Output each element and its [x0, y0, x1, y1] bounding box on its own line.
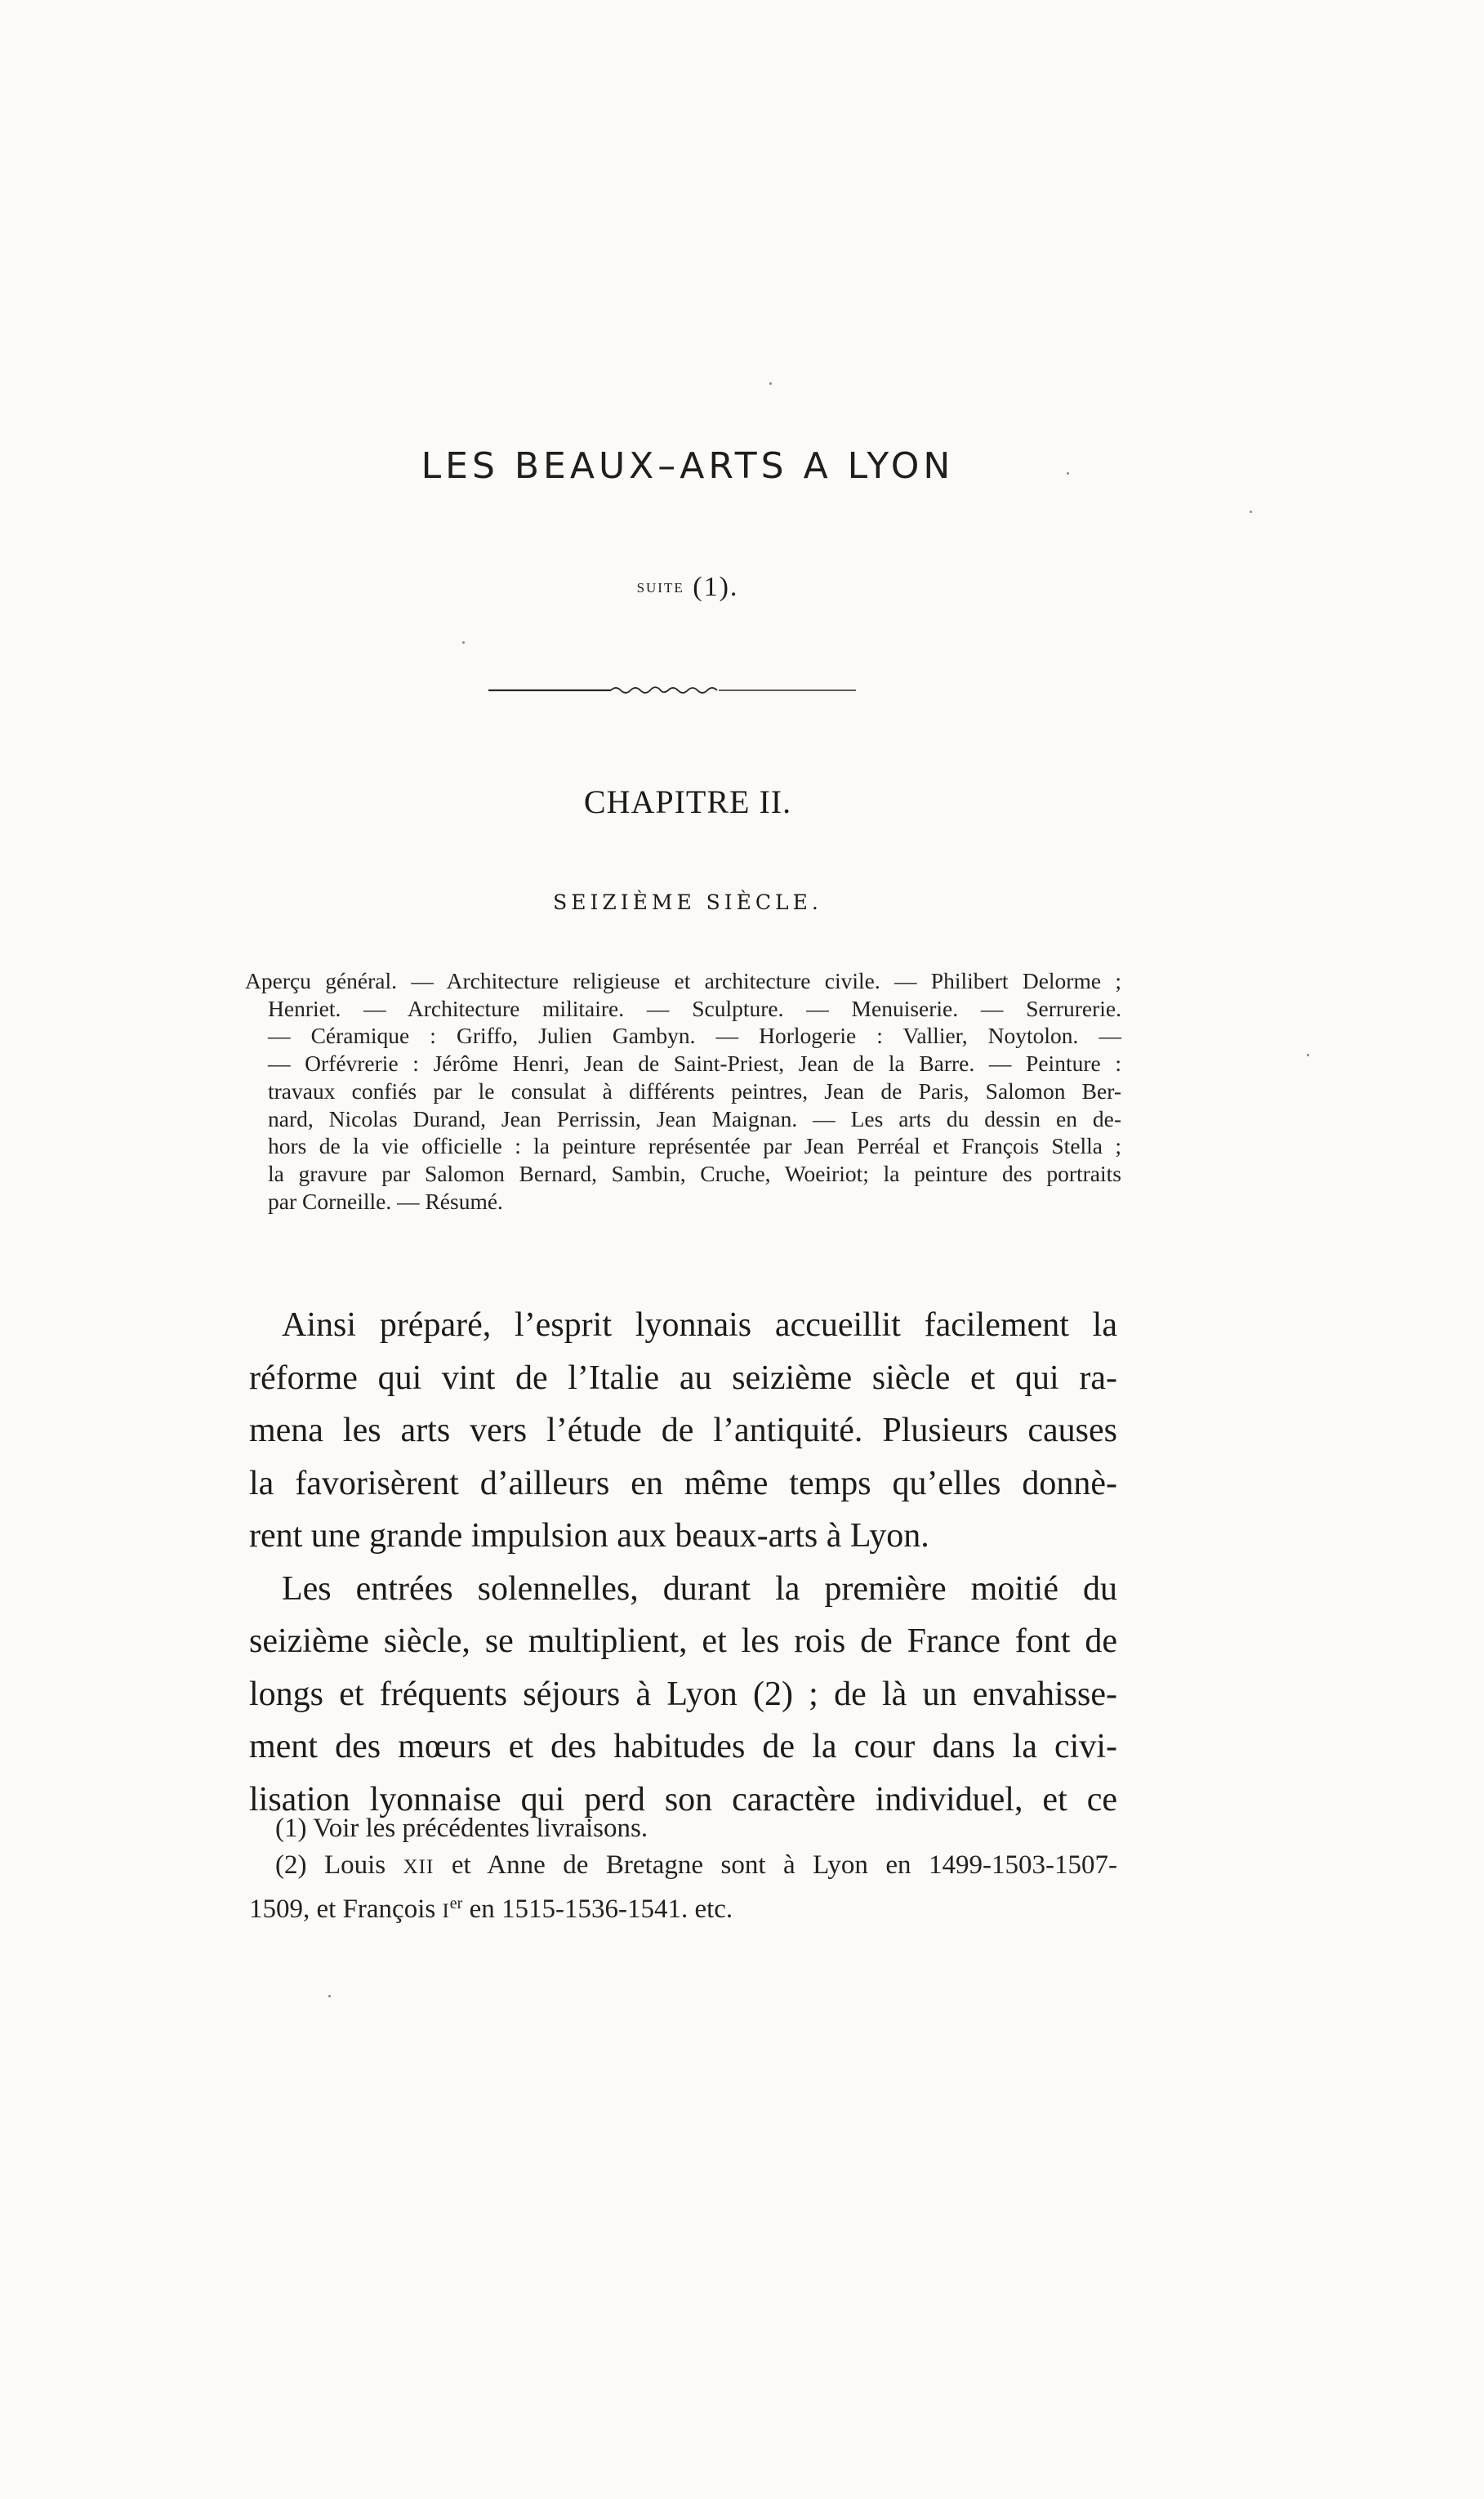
- suite-note: (1).: [693, 572, 739, 602]
- footnote-2-line-1: [249, 1847, 1117, 1885]
- paper-speck: [328, 1995, 331, 1997]
- chapter-subtitle: SEIZIÈME SIÈCLE.: [553, 890, 822, 914]
- body-line: lisation lyonnaise qui perd son caractère individuel, et ce: [249, 1780, 1117, 1818]
- footnote-2-superscript: er: [449, 1894, 463, 1912]
- decorative-rule: [488, 683, 856, 696]
- footnote-2-king-numeral: XII: [403, 1856, 435, 1878]
- footnote-1: (1) Voir les précédentes livraisons.: [275, 1814, 648, 1843]
- paper-speck: [769, 382, 772, 385]
- footnote-2-dates: en 1515-1536-1541. etc.: [469, 1894, 733, 1924]
- suite-label: [0, 572, 1375, 603]
- paper-speck: [462, 641, 465, 644]
- summary-line: Henriet. — Architecture militaire. — Sculpture. — Menuiserie. — Serrurerie.: [268, 995, 1121, 1021]
- footnote-2-number-text: (2) Louis: [275, 1850, 386, 1880]
- chapter-summary: [245, 967, 1121, 1215]
- running-title: LES BEAUX–ARTS A LYON: [421, 445, 955, 487]
- footnotes: [249, 1810, 1117, 1930]
- summary-line: la gravure par Salomon Bernard, Sambin, Cruche, Woeiriot; la peinture des portraits: [268, 1160, 1121, 1186]
- body-line: ment des mœurs et des habitudes de la cour dans la civi-: [249, 1728, 1117, 1765]
- summary-line: par Corneille. — Résumé.: [268, 1188, 503, 1214]
- footnote-2-text: et Anne de Bretagne sont à Lyon en 1499-1503-1507-: [451, 1850, 1118, 1880]
- summary-line: hors de la vie officielle : la peinture représentée par Jean Perréal et François Stella ;: [268, 1133, 1121, 1159]
- paper-speck: [1067, 472, 1069, 475]
- paper-speck: [1307, 1054, 1309, 1056]
- body-line: réforme qui vint de l’Italie au seizième siècle et qui ra-: [249, 1359, 1117, 1397]
- body-line: rent une grande impulsion aux beaux-arts à Lyon.: [249, 1517, 929, 1555]
- summary-line: travaux confiés par le consulat à différents peintres, Jean de Paris, Salomon Ber-: [268, 1078, 1121, 1104]
- body-line: Les entrées solennelles, durant la première moitié du: [282, 1569, 1117, 1608]
- footnote-2-line-2: [249, 1885, 1117, 1930]
- suite-word: SUITE: [636, 580, 684, 596]
- body-line: Ainsi préparé, l’esprit lyonnais accueillit facilement la: [282, 1306, 1117, 1344]
- paper-speck: [1250, 511, 1252, 513]
- body-line: longs et fréquents séjours à Lyon (2) ; de là un envahisse-: [249, 1675, 1117, 1713]
- footnote-2-roman: I: [442, 1900, 450, 1922]
- body-line: seizième siècle, se multiplient, et les rois de France font de: [249, 1622, 1117, 1660]
- summary-line: — Orfévrerie : Jérôme Henri, Jean de Saint-Priest, Jean de la Barre. — Peinture :: [268, 1051, 1121, 1077]
- summary-line: nard, Nicolas Durand, Jean Perrissin, Jean Maignan. — Les arts du dessin en de-: [268, 1105, 1121, 1131]
- summary-line: Aperçu général. — Architecture religieuse et architecture civile. — Philibert Delorme ;: [245, 968, 1121, 993]
- summary-line: — Céramique : Griffo, Julien Gambyn. — Horlogerie : Vallier, Noytolon. —: [268, 1023, 1121, 1049]
- body-text: [249, 1299, 1117, 1826]
- body-line: la favorisèrent d’ailleurs en même temps qu’elles donnè-: [249, 1464, 1117, 1502]
- chapter-title: CHAPITRE II.: [583, 783, 792, 820]
- footnote-2-text-cont: 1509, et François: [249, 1894, 436, 1924]
- body-line: mena les arts vers l’étude de l’antiquité. Plusieurs causes: [249, 1412, 1117, 1449]
